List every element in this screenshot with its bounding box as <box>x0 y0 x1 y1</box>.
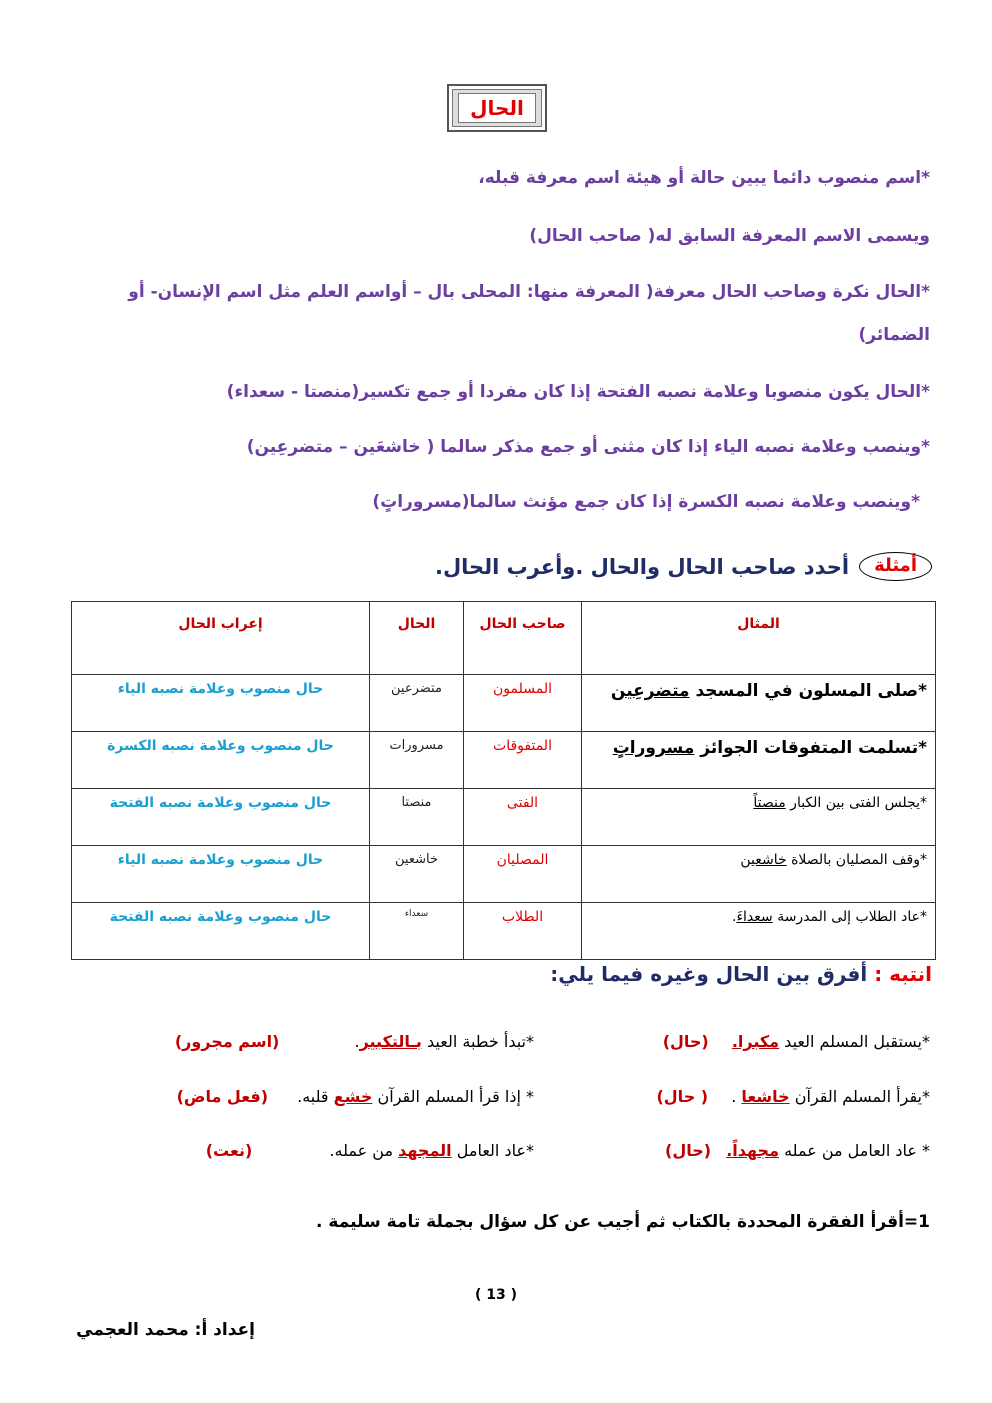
examples-heading <box>435 552 932 581</box>
page-title: الحال <box>458 93 536 123</box>
example-sentence: *يجلس الفتى بين الكبار منصتاً <box>582 789 936 846</box>
table-row <box>72 732 936 789</box>
rule-definition: *اسم منصوب دائما يبين حالة أو هيئة اسم معرفة قبله، <box>478 168 930 188</box>
rule-ya: *وينصب وعلامة نصبه الياء إذا كان مثنى أو جمع مذكر سالما ( خاشعَين – متضرعِين) <box>246 437 930 457</box>
hal-word: خاشعين <box>740 852 787 868</box>
compare-right-3: * عاد العامل من عمله مجهداً. (حال) <box>665 1141 930 1160</box>
owner-cell: الطلاب <box>464 903 582 960</box>
note-label: انتبه <box>889 962 932 986</box>
compare-type: (حال) <box>665 1141 712 1160</box>
hal-cell: سعداء <box>370 903 464 960</box>
header-hal: الحال <box>370 602 464 675</box>
compare-type: (نعت) <box>205 1141 253 1160</box>
page-number: ( 13 ) <box>474 1287 518 1303</box>
compare-type: (اسم مجرور) <box>174 1032 280 1051</box>
hal-word: سعداءَ <box>736 909 773 925</box>
compare-word: مكبرا. <box>731 1032 780 1051</box>
examples-instruction: أحدد صاحب الحال والحال .وأعرب الحال. <box>434 554 850 579</box>
compare-word: خشع <box>333 1087 373 1106</box>
owner-cell: المتفوقات <box>464 732 582 789</box>
rule-kasra: *وينصب وعلامة نصبه الكسرة إذا كان جمع مؤنث سالما(مسروراتٍ) <box>372 492 920 512</box>
example-sentence: *تسلمت المتفوقات الجوائز مسروراتٍ <box>582 732 936 789</box>
compare-left-3: *عاد العامل المجهد من عمله. (نعت) <box>205 1141 534 1160</box>
owner-cell: المسلمون <box>464 675 582 732</box>
owner-cell: الفتى <box>464 789 582 846</box>
example-sentence: *وقف المصليان بالصلاة خاشعين <box>582 846 936 903</box>
table-row <box>72 675 936 732</box>
hal-cell: خاشعين <box>370 846 464 903</box>
table-row <box>72 846 936 903</box>
table-header-row <box>72 602 936 675</box>
compare-right-2: *يقرأ المسلم القرآن خاشعا . ( حال) <box>656 1087 930 1106</box>
hal-word: مسروراتٍ <box>612 738 695 758</box>
compare-right-1: *يستقبل المسلم العيد مكبرا. (حال) <box>662 1032 930 1051</box>
note-heading: انتبه : أفرق بين الحال وغيره فيما يلي: <box>550 962 932 986</box>
examples-table <box>71 601 936 960</box>
compare-type: (حال) <box>662 1032 709 1051</box>
header-irab: إعراب الحال <box>72 602 370 675</box>
rule-indefinite-cont: الضمائر) <box>858 325 930 345</box>
example-sentence: *صلى المسلون في المسجد متضرعِين <box>582 675 936 732</box>
irab-cell: حال منصوب وعلامة نصبه الياء <box>72 675 370 732</box>
hal-cell: مسرورات <box>370 732 464 789</box>
compare-word: خاشعا <box>741 1087 790 1106</box>
compare-type: (فعل ماض) <box>176 1087 269 1106</box>
author-credit: إعداد أ: محمد العجمي <box>76 1320 255 1340</box>
compare-word: مجهداً. <box>726 1141 779 1160</box>
compare-left-2: * إذا قرأ المسلم القرآن خشع قلبه. (فعل ماض) <box>176 1087 534 1106</box>
question-text: 1=أقرأ الفقرة المحددة بالكتاب ثم أجيب عن كل سؤال بجملة تامة سليمة . <box>316 1212 930 1232</box>
irab-cell: حال منصوب وعلامة نصبه الكسرة <box>72 732 370 789</box>
hal-word: منصتاً <box>753 795 786 811</box>
examples-badge: أمثلة <box>859 552 932 581</box>
rule-fatha: *الحال يكون منصوبا وعلامة نصبه الفتحة إذا كان مفردا أو جمع تكسير(منصتا - سعداء) <box>226 382 930 402</box>
header-example: المثال <box>582 602 936 675</box>
irab-cell: حال منصوب وعلامة نصبه الفتحة <box>72 903 370 960</box>
irab-cell: حال منصوب وعلامة نصبه الفتحة <box>72 789 370 846</box>
rule-indefinite: *الحال نكرة وصاحب الحال معرفة( المعرفة منها: المحلى بال – أواسم العلم مثل اسم الإنسان- أو <box>128 282 930 302</box>
compare-word: التكبير <box>359 1032 411 1051</box>
compare-left-1: *تبدأ خطبة العيد بـالتكبير. (اسم مجرور) <box>174 1032 534 1051</box>
hal-cell: متضرعين <box>370 675 464 732</box>
rule-owner-name: ويسمى الاسم المعرفة السابق له( صاحب الحال) <box>529 226 930 246</box>
hal-cell: منصتا <box>370 789 464 846</box>
title-frame <box>447 84 547 132</box>
note-text: أفرق بين الحال وغيره فيما يلي: <box>550 962 868 986</box>
owner-cell: المصليان <box>464 846 582 903</box>
compare-type: ( حال) <box>656 1087 709 1106</box>
irab-cell: حال منصوب وعلامة نصبه الياء <box>72 846 370 903</box>
example-sentence: *عاد الطلاب إلى المدرسة سعداءَ. <box>582 903 936 960</box>
table-row <box>72 789 936 846</box>
header-owner: صاحب الحال <box>464 602 582 675</box>
hal-word: متضرعِين <box>610 681 690 701</box>
table-row <box>72 903 936 960</box>
compare-word: المجهد <box>398 1141 452 1160</box>
